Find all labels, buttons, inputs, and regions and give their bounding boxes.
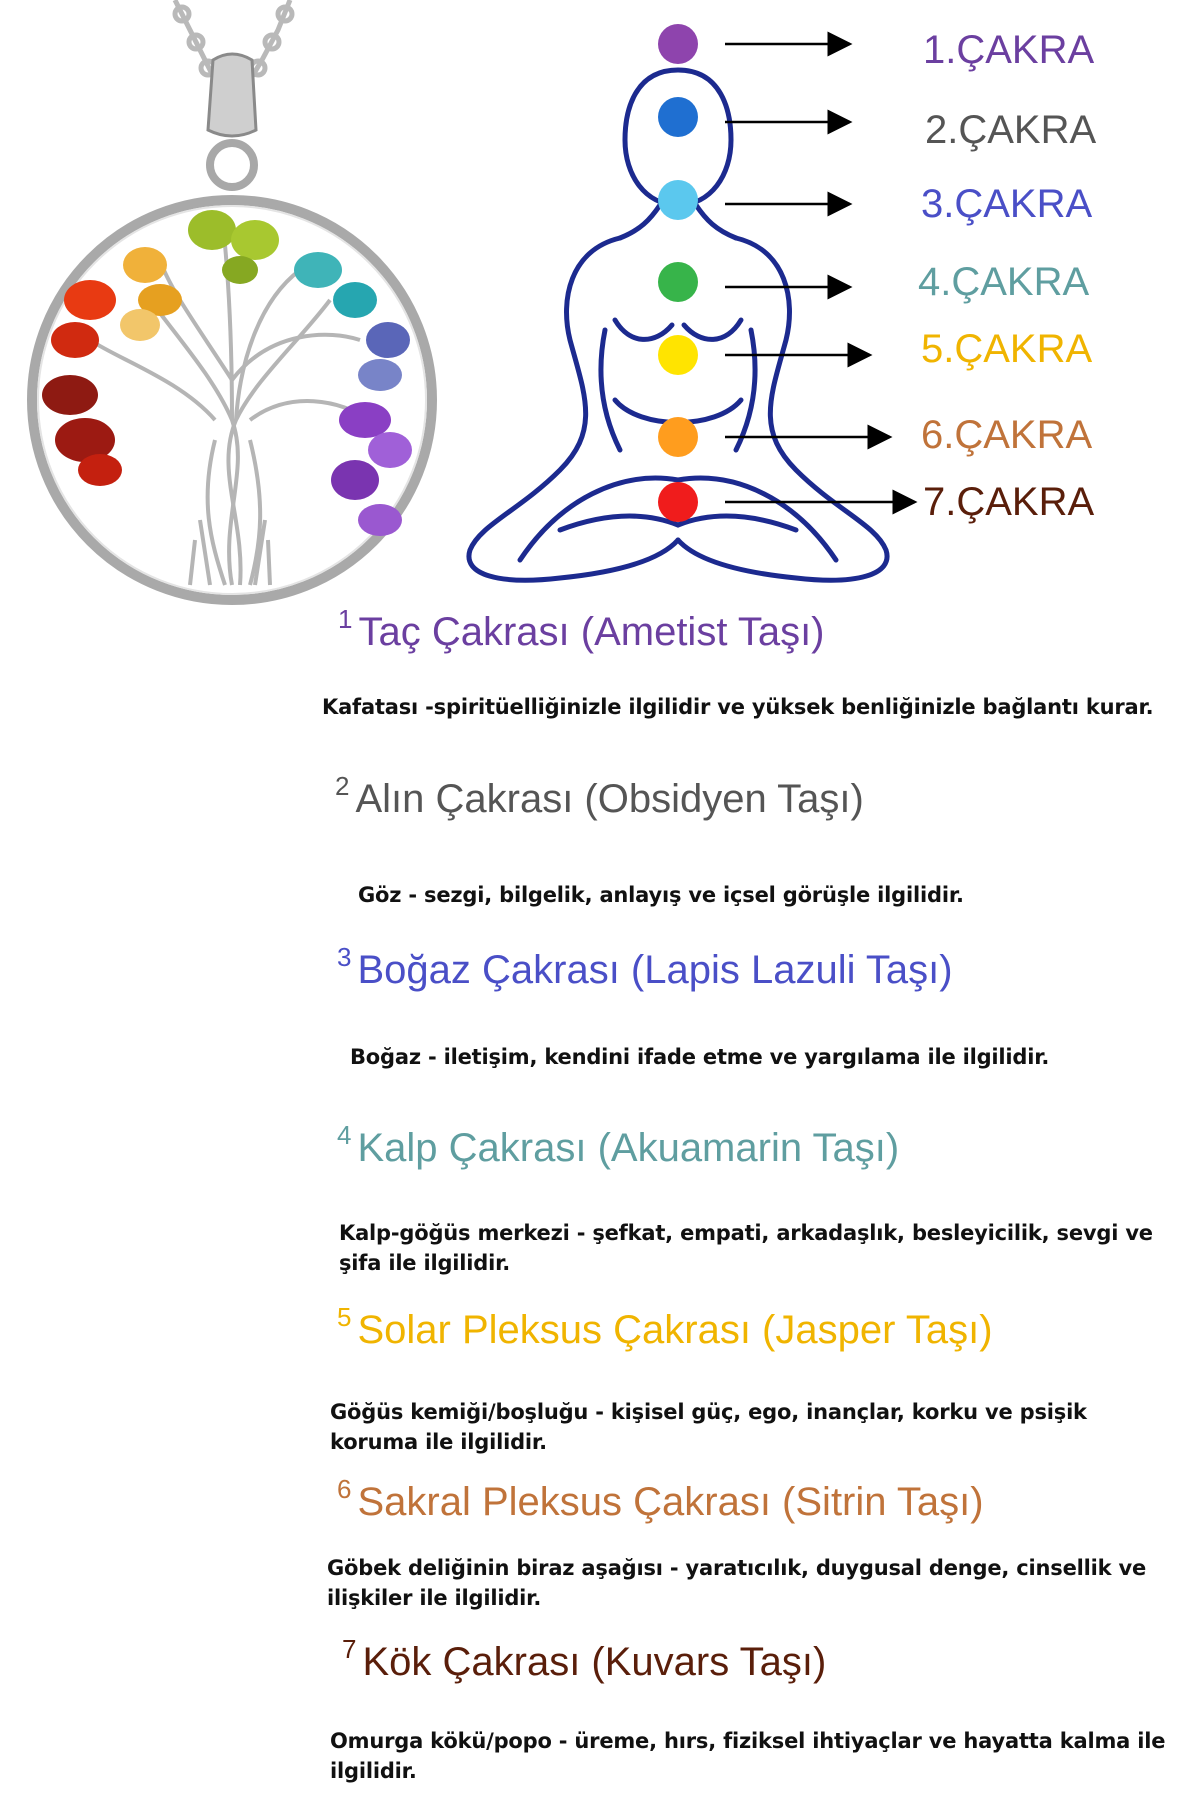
chakra-heading-5	[337, 1302, 993, 1353]
tree-of-life-pendant	[0, 0, 460, 640]
chakra-dot-6	[658, 417, 698, 457]
chakra-title-7: Kök Çakrası (Kuvars Taşı)	[362, 1640, 827, 1684]
chakra-title-6: Sakral Pleksus Çakrası (Sitrin Taşı)	[357, 1480, 984, 1524]
chakra-label-3: 3.ÇAKRA	[921, 182, 1093, 226]
tree-wire-branches	[90, 245, 370, 585]
chakra-number-6: 6	[337, 1474, 352, 1504]
chakra-heading-2	[335, 771, 864, 822]
chakra-desc-1: Kafatası -spiritüelliğinizle ilgilidir ve yüksek benliğinizle bağlantı kurar.	[322, 695, 1154, 719]
chakra-label-5: 5.ÇAKRA	[921, 327, 1093, 371]
chakra-desc-7: Omurga kökü/popo - üreme, hırs, fiziksel ihtiyaçlar ve hayatta kalma ile ilgilidir.	[330, 1729, 1166, 1783]
chakra-dot-4	[658, 262, 698, 302]
chakra-dot-2	[658, 97, 698, 137]
chakra-number-4: 4	[337, 1120, 352, 1150]
pendant-bail	[208, 54, 256, 136]
chakra-title-3: Boğaz Çakrası (Lapis Lazuli Taşı)	[357, 948, 953, 992]
chakra-desc-2: Göz - sezgi, bilgelik, anlayış ve içsel görüşle ilgilidir.	[358, 883, 964, 907]
chakra-label-4: 4.ÇAKRA	[918, 260, 1090, 304]
chakra-number-1: 1	[338, 604, 353, 634]
chakra-number-5: 5	[337, 1302, 352, 1332]
chakra-heading-6	[337, 1474, 984, 1525]
chakra-label-6: 6.ÇAKRA	[921, 413, 1093, 457]
chakra-desc-6: Göbek deliğinin biraz aşağısı - yaratıcılık, duygusal denge, cinsellik ve ilişkiler ile ilgilidir.	[327, 1556, 1147, 1610]
chakra-heading-3	[337, 942, 953, 993]
chakra-title-2: Alın Çakrası (Obsidyen Taşı)	[355, 777, 864, 821]
chakra-dot-5	[658, 335, 698, 375]
chakra-title-5: Solar Pleksus Çakrası (Jasper Taşı)	[357, 1308, 993, 1352]
chakra-number-7: 7	[342, 1634, 357, 1664]
chakra-heading-4	[337, 1120, 900, 1171]
chakra-arrows	[725, 44, 915, 502]
chakra-title-4: Kalp Çakrası (Akuamarin Taşı)	[357, 1126, 900, 1170]
chakra-heading-7	[342, 1634, 827, 1685]
chakra-dot-3	[658, 180, 698, 220]
chakra-number-2: 2	[335, 771, 350, 801]
chakra-heading-1	[338, 604, 825, 655]
chakra-dot-1	[658, 24, 698, 64]
chakra-title-1: Taç Çakrası (Ametist Taşı)	[358, 610, 825, 654]
chakra-label-1: 1.ÇAKRA	[923, 28, 1095, 72]
chakra-desc-5: Göğüs kemiği/boşluğu - kişisel güç, ego, inançlar, korku ve psişik koruma ile ilgilidir.	[330, 1400, 1087, 1454]
chakra-number-3: 3	[337, 942, 352, 972]
chakra-label-2: 2.ÇAKRA	[925, 108, 1097, 152]
chakra-desc-4: Kalp-göğüs merkezi - şefkat, empati, arkadaşlık, besleyicilik, sevgi ve şifa ile ilgilidir.	[339, 1221, 1153, 1275]
chakra-label-7: 7.ÇAKRA	[923, 480, 1095, 524]
pendant-loop	[210, 143, 254, 187]
chakra-desc-3: Boğaz - iletişim, kendini ifade etme ve yargılama ile ilgilidir.	[350, 1045, 1050, 1069]
chakra-dot-7	[658, 482, 698, 522]
